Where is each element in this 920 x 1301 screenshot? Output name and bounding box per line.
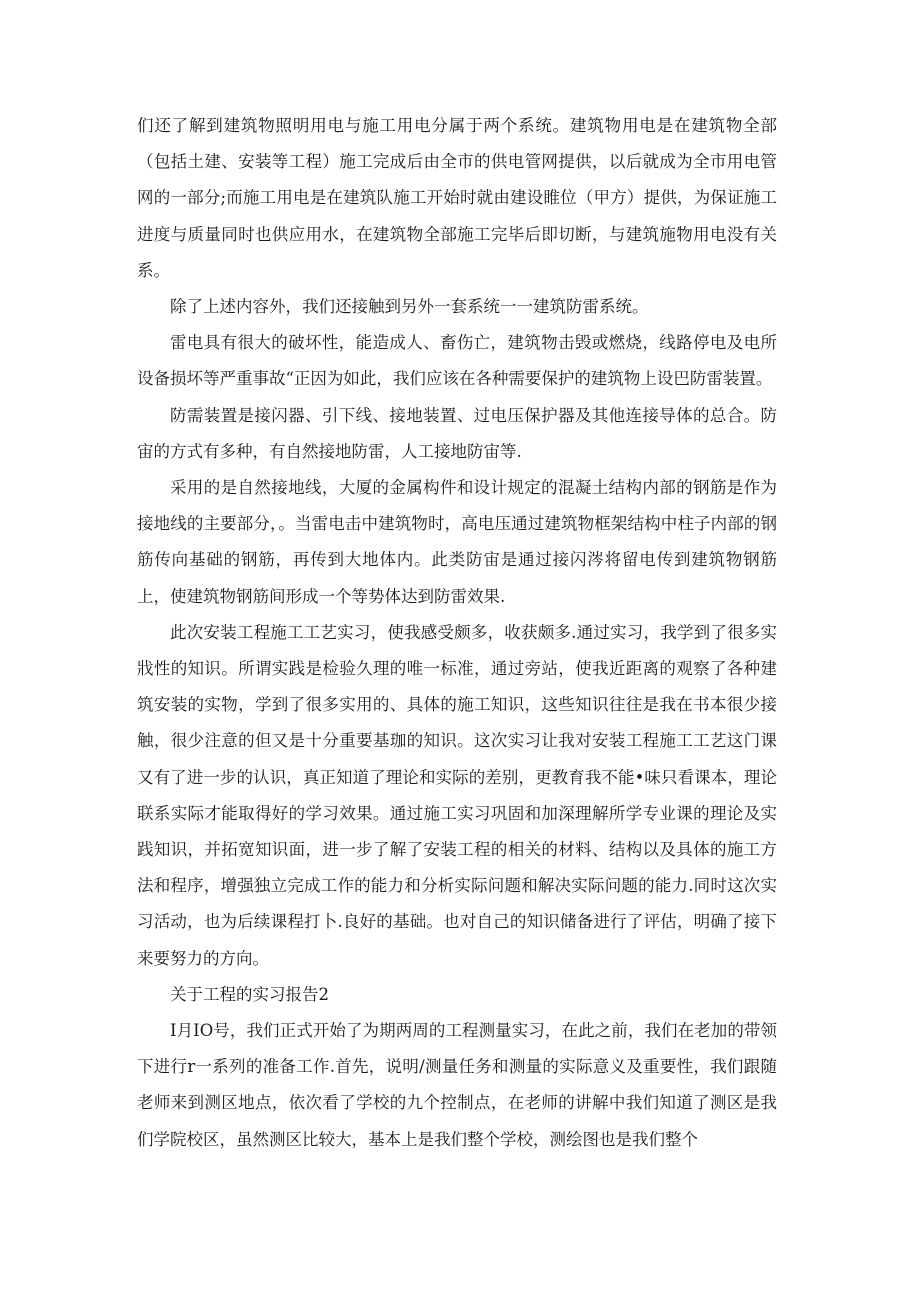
paragraph-lightning-system-intro: 除了上述内容外，我们还接触到另外一套系统一一建筑防雷系统。 <box>170 297 649 317</box>
paragraph-electricity-systems: 们还了解到建筑物照明用电与施工用电分属于两个系统。建筑物用电是在建筑物全部（包括土建、安装等工程）施工完成后由全市的供电管网提供，以后就成为全市用电管网的一部分;而施工用电是在建筑队施工开始时就由建设睢位（甲方）提供，为保证施工进度与质量同时也供应用水，在建筑物全部施工完毕后即切断，与建筑施物用电没有关系。 <box>137 116 777 280</box>
document-body <box>137 108 777 1158</box>
paragraph-internship-summary: 此次安装工程施工工艺实习，使我感受颇多，收获颇多.通过实习，我学到了很多实戕性的知识。所谓实践是检验久理的唯一标准，通过旁站，使我近距离的观察了各种建筑安装的实物，学到了很多实用的、具体的施工知识，这些知识往往是我在书本很少接触，很少注意的但又是十分重要基珈的知识。这次实习让我对安装工程施工工艺这门课又有了进一步的认识，真正知道了理论和实际的差别，更教育我不能•味只看课本，理论联系实际才能取得好的学习效果。通过施工实习巩固和加深理解所学专业课的理论及实践知识，并拓宽知识面，进一步了解了安装工程的相关的材料、结构以及具体的施工方法和程序，增强独立完成工作的能力和分析实际问题和解决实际问题的能力.同时这次实习活动，也为后续课程打卜.良好的基础。也对自己的知识储备进行了评估，明确了接下来要努力的方向。 <box>137 622 777 968</box>
paragraph-survey-internship: I月IO号，我们正式开始了为期两周的工程测量实习，在此之前，我们在老加的带领下进行r一系列的准备工作.首先，说明/测量任务和测量的实际意义及重要性，我们跟随老师来到测区地点，依次看了学校的九个控制点，在老师的讲解中我们知道了测区是我们学院校区，虽然测区比较大，基本上是我们整个学校，测绘图也是我们整个 <box>137 1021 777 1149</box>
paragraph-lightning-devices: 防需装置是接闪器、引下线、接地装置、过电压保护器及其他连接导体的总合。防宙的方式有多种，有自然接地防雷，人工接地防宙等. <box>137 405 777 461</box>
section-heading-report-2: 关于工程的实习报告2 <box>170 984 329 1004</box>
paragraph-lightning-damage: 雷电具有很大的破坏性，能造成人、畜伤亡，建筑物击毁或燃烧，线路停电及电所设备损坏等严重事故“正因为如此，我们应该在各种需要保护的建筑物上设巴防雷装置。 <box>137 333 777 389</box>
paragraph-natural-grounding: 采用的是自然接地线，大厦的金属构件和设计规定的混凝土结构内部的钢筋是作为接地线的主要部分，。当雷电击中建筑物时，高电压通过建筑物框架结构中柱子内部的钢筋传向基础的钢筋，再传到大地体内。此类防宙是通过接闪涔将留电传到建筑物钢筋上，使建筑物钢筋间形成一个等势体达到防雷效果. <box>137 478 777 606</box>
